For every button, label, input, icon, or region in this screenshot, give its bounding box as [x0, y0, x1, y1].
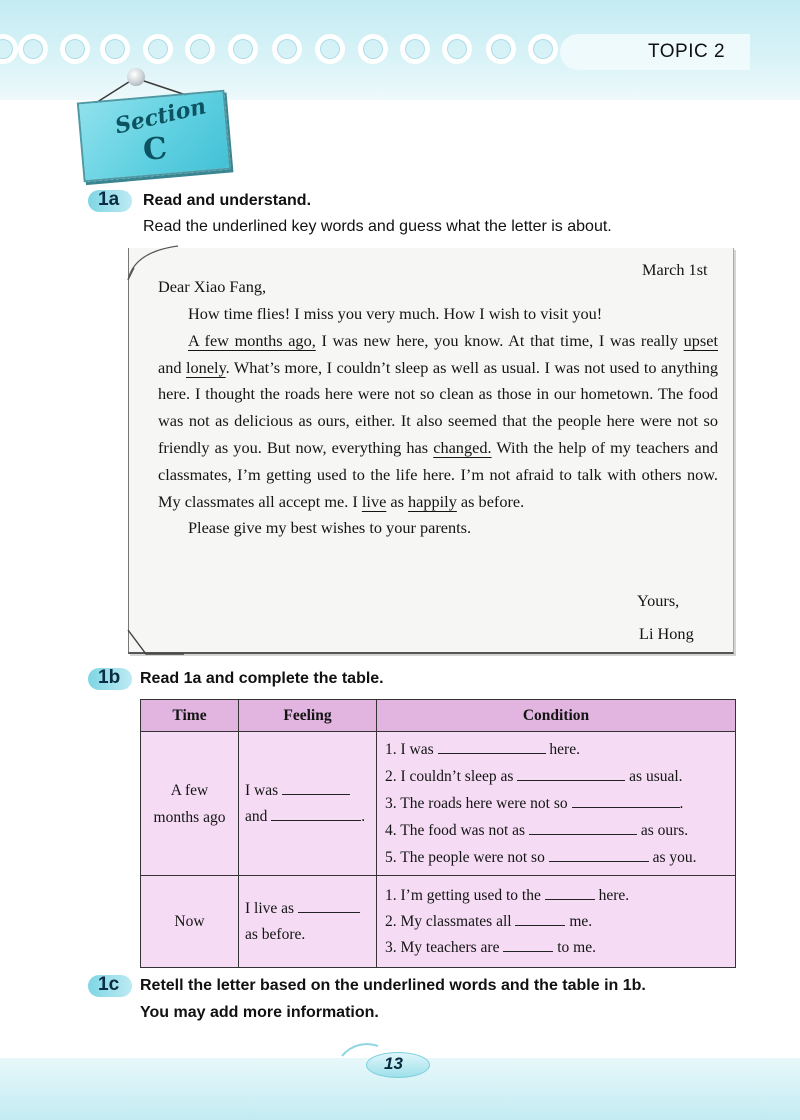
answer-blank[interactable]	[529, 821, 637, 835]
key-word: A few months ago,	[188, 330, 316, 350]
condition-text: .	[679, 795, 684, 812]
condition-item	[385, 909, 735, 935]
ring-icon	[315, 34, 345, 64]
feeling-text: I was	[245, 781, 279, 799]
table-row	[141, 732, 736, 876]
ring-icon	[143, 34, 173, 64]
ring-icon	[18, 34, 48, 64]
answer-blank[interactable]	[298, 899, 360, 913]
condition-text: to me.	[557, 938, 596, 956]
condition-item	[385, 883, 735, 909]
condition-text: here.	[598, 886, 630, 904]
answer-blank[interactable]	[438, 740, 546, 754]
feeling-text: I live as	[245, 899, 295, 917]
text: With the help of my teachers and classmates, I’m getting used to the life here. I’m not afraid to talk with others now. My classmates all accept me. I	[158, 437, 718, 511]
ring-icon	[528, 34, 558, 64]
condition-item	[385, 790, 735, 817]
header-condition: Condition	[377, 700, 736, 732]
answer-blank[interactable]	[549, 848, 649, 862]
condition-item	[385, 844, 735, 871]
condition-item	[385, 763, 735, 790]
ring-icon	[442, 34, 472, 64]
section-word: Section	[112, 93, 209, 140]
header-time: Time	[141, 700, 239, 732]
time-cell	[141, 732, 239, 876]
task-number-1c: 1c	[98, 974, 120, 995]
completion-table	[140, 699, 736, 968]
paper-corner-icon	[126, 628, 186, 658]
text: as	[386, 491, 409, 511]
ring-icon	[272, 34, 302, 64]
task-number-1a: 1a	[98, 189, 120, 210]
key-word: changed.	[433, 437, 492, 457]
answer-blank[interactable]	[515, 912, 565, 926]
answer-blank[interactable]	[545, 886, 595, 900]
condition-text: 5. The people were not so	[385, 849, 545, 866]
condition-text: 2. My classmates all	[385, 912, 512, 930]
letter-body	[158, 301, 718, 542]
answer-blank[interactable]	[517, 767, 625, 781]
ring-icon	[400, 34, 430, 64]
answer-blank[interactable]	[282, 781, 350, 795]
letter-greeting: Dear Xiao Fang,	[158, 277, 267, 296]
header-feeling: Feeling	[239, 700, 377, 732]
condition-text: 1. I was	[385, 741, 434, 758]
key-word: lonely	[186, 357, 226, 377]
feeling-text: as before.	[245, 925, 306, 943]
ring-icon	[228, 34, 258, 64]
condition-text: as ours.	[640, 822, 689, 839]
ring-icon	[60, 34, 90, 64]
letter-signature: Li Hong	[639, 624, 694, 643]
task-title-1b: Read 1a and complete the table.	[140, 670, 384, 687]
key-word: happily	[408, 491, 457, 511]
task-subtitle-1a: Read the underlined key words and guess what the letter is about.	[143, 218, 612, 235]
ring-icon	[185, 34, 215, 64]
condition-cell	[377, 732, 736, 876]
feeling-cell	[239, 732, 377, 876]
task-number-1b: 1b	[98, 667, 121, 688]
letter-paragraph-3: Please give my best wishes to your parents.	[188, 518, 472, 538]
answer-blank[interactable]	[503, 938, 553, 952]
letter-paragraph-1: How time flies! I miss you very much. How I wish to visit you!	[188, 304, 603, 323]
section-tag	[77, 90, 231, 183]
key-word: live	[361, 491, 387, 511]
condition-item	[385, 736, 735, 763]
time-text: A few	[170, 781, 209, 799]
condition-item	[385, 817, 735, 844]
condition-text: here.	[549, 741, 580, 758]
feeling-text: .	[361, 807, 366, 825]
task-instruction-1c-cont: You may add more information.	[140, 1004, 379, 1021]
answer-blank[interactable]	[271, 807, 361, 821]
task-title-1a: Read and understand.	[143, 192, 312, 209]
condition-text: 3. The roads here were not so	[385, 795, 568, 812]
text: I was new here, you know. At that time, I was really	[315, 330, 684, 350]
task-instruction-1c: Retell the letter based on the underlined words and the table in 1b.	[140, 977, 646, 994]
text: as before.	[456, 491, 525, 511]
time-text: months ago	[153, 808, 226, 826]
condition-cell	[377, 876, 736, 968]
ring-icon	[486, 34, 516, 64]
ring-icon	[100, 34, 130, 64]
key-word: upset	[683, 330, 719, 350]
letter-closing: Yours,	[637, 591, 680, 610]
decorative-rings	[0, 34, 570, 70]
letter-date: March 1st	[642, 260, 708, 279]
condition-text: 2. I couldn’t sleep as	[385, 768, 514, 785]
ring-icon	[358, 34, 388, 64]
condition-text: 3. My teachers are	[385, 938, 500, 956]
table-row	[141, 876, 736, 968]
letter-paragraph-2	[158, 328, 718, 516]
answer-blank[interactable]	[572, 794, 680, 808]
text: and	[158, 357, 187, 377]
time-cell: Now	[141, 876, 239, 968]
condition-text: 4. The food was not as	[385, 822, 526, 839]
condition-text: as you.	[652, 849, 697, 866]
condition-text: me.	[569, 912, 593, 930]
condition-item	[385, 935, 735, 961]
feeling-text: and	[245, 807, 268, 825]
condition-text: as usual.	[629, 768, 683, 785]
topic-label: TOPIC 2	[648, 41, 726, 62]
condition-text: 1. I’m getting used to the	[385, 886, 541, 904]
section-letter: C	[141, 130, 169, 168]
page-number: 13	[384, 1054, 403, 1073]
ring-icon	[0, 34, 18, 64]
pin-icon	[127, 68, 145, 86]
table-header-row	[141, 700, 736, 732]
text: . What’s more, I couldn’t sleep as well as usual. I was not used to anything here. I thought the roads here were not so clean as those in our hometown. The food was not as delicious as ours, either. It also seemed that the people here were not so friendly as you. But now, everything has	[158, 357, 719, 457]
feeling-cell	[239, 876, 377, 968]
